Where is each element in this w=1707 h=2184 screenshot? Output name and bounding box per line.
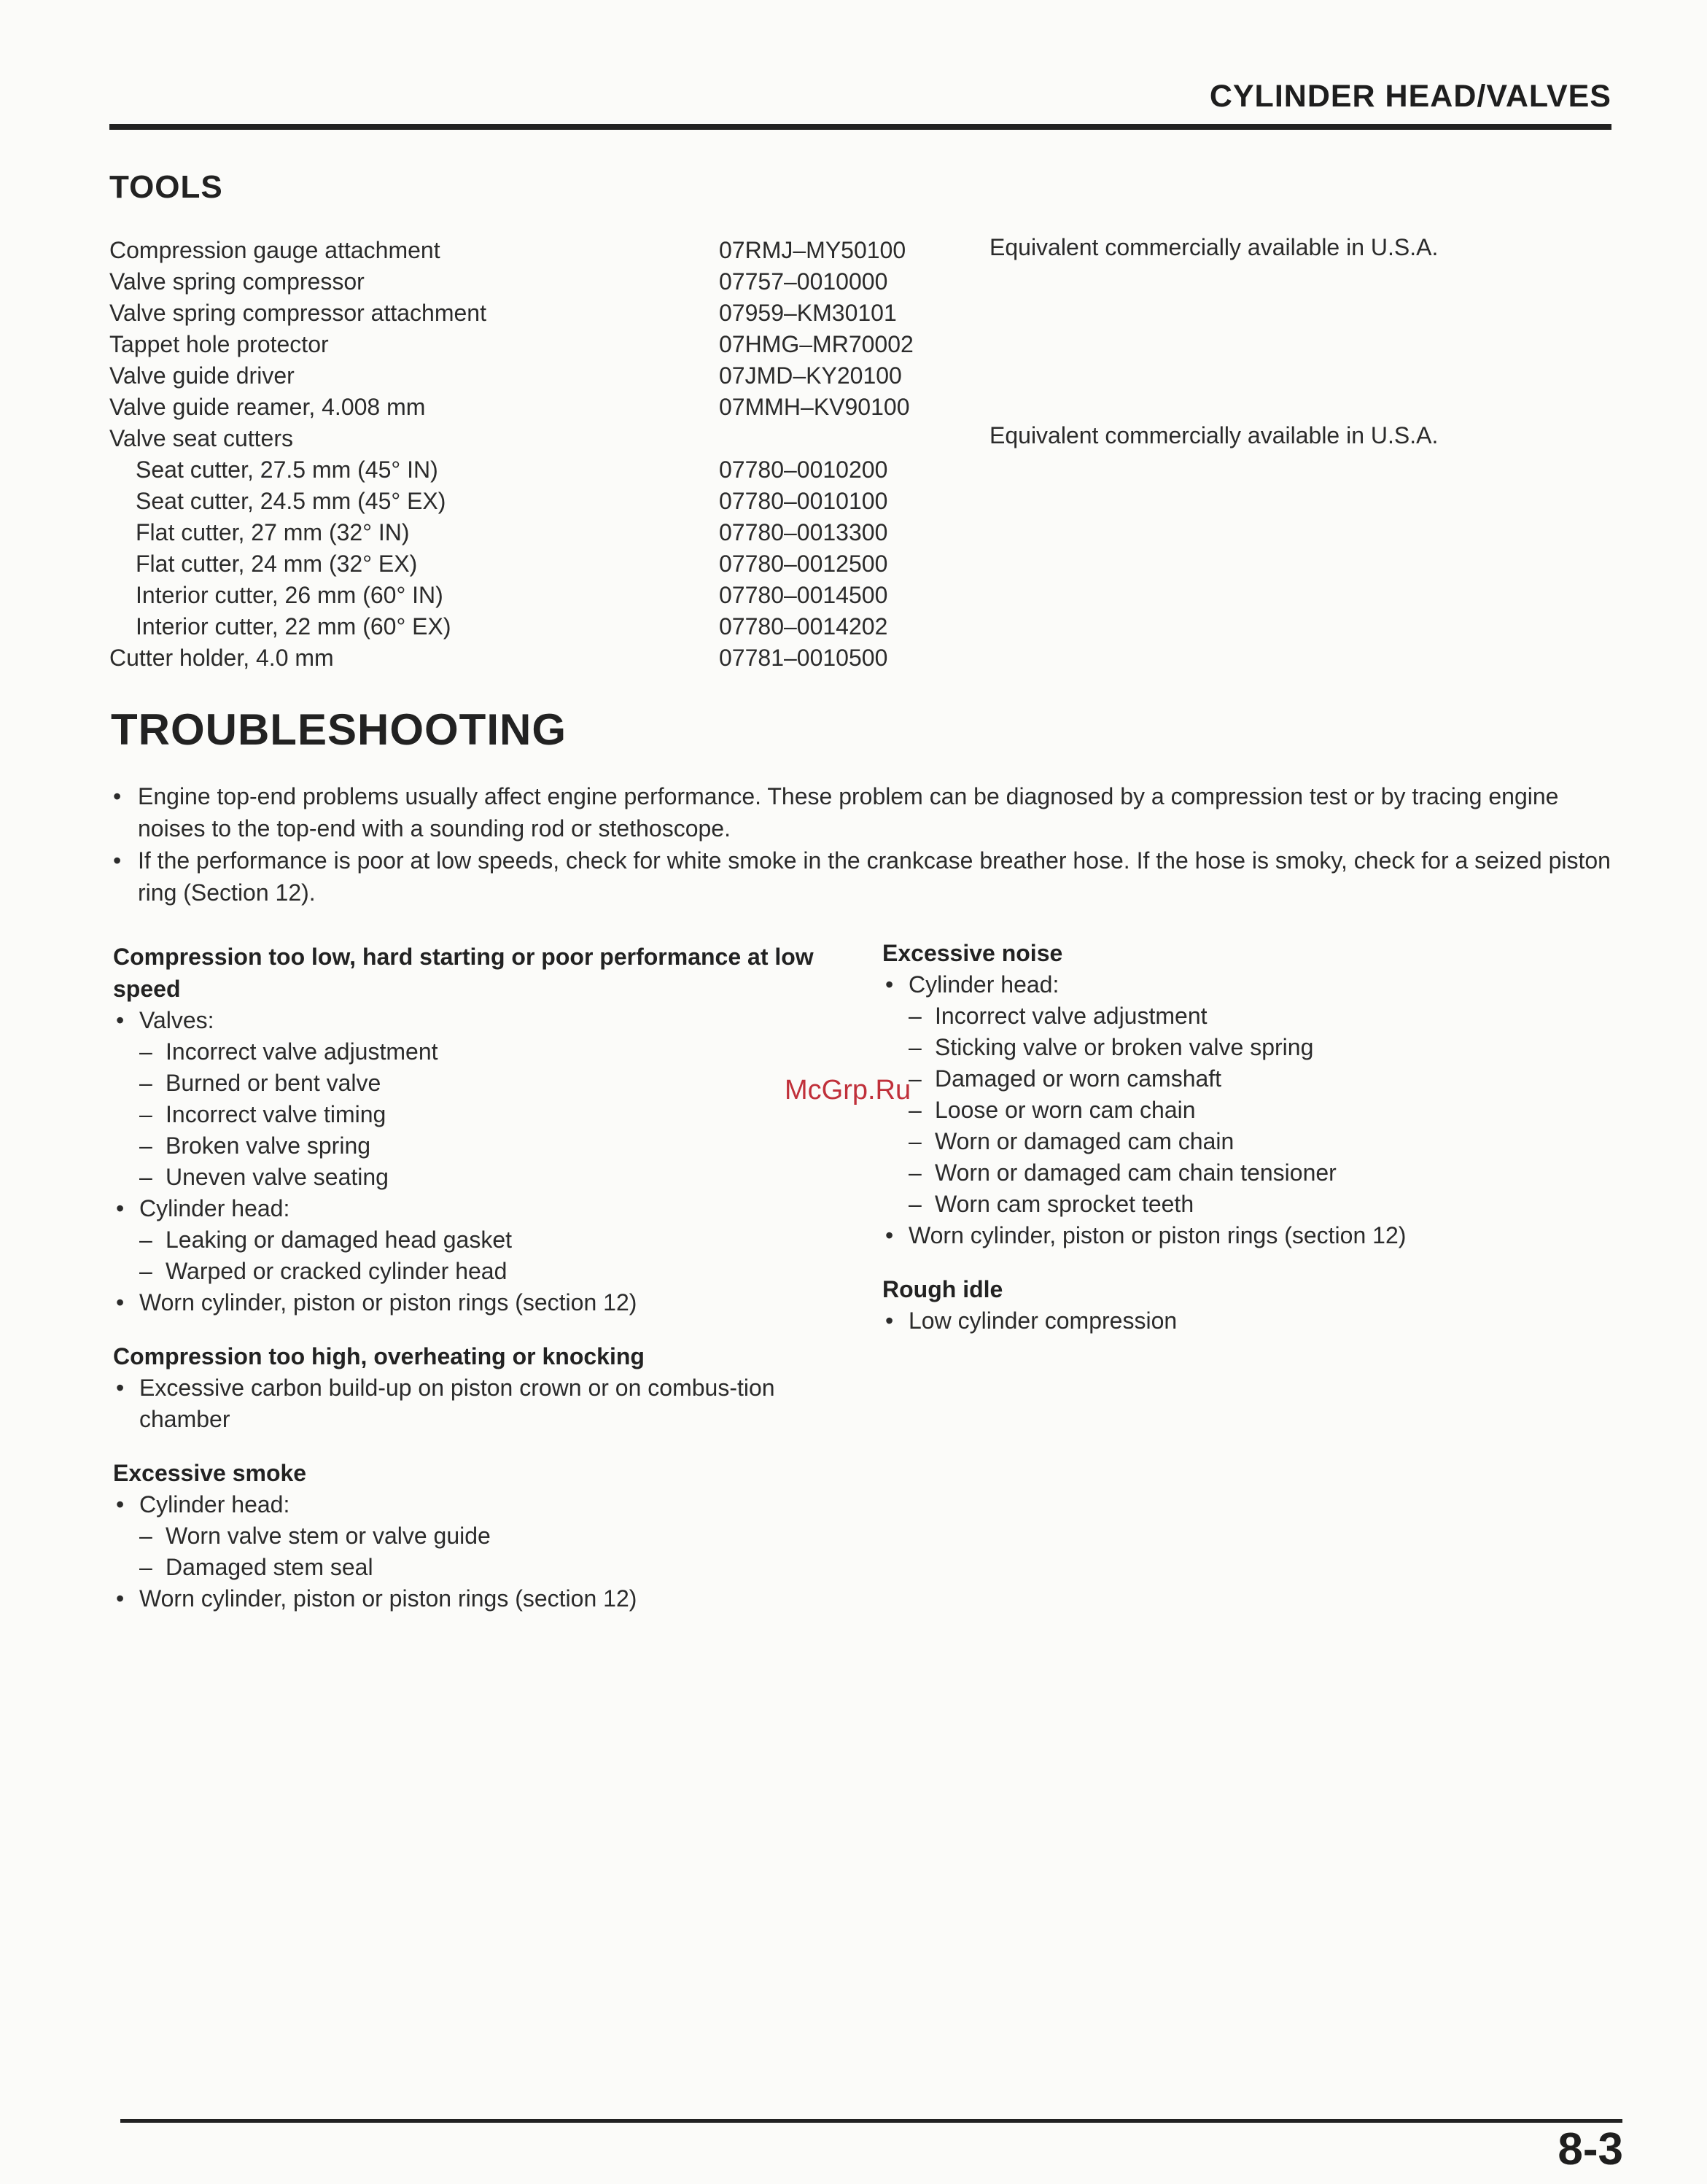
tool-name: Tappet hole protector	[109, 331, 329, 357]
tool-part-number: 07JMD–KY20100	[719, 362, 902, 389]
list-item: • Worn cylinder, piston or piston rings (section 12)	[882, 1220, 1582, 1251]
list-item: – Burned or bent valve	[139, 1068, 857, 1099]
list-item: • Low cylinder compression	[882, 1305, 1582, 1337]
page-number: 8-3	[1558, 2124, 1623, 2175]
section-title: Excessive noise	[882, 940, 1063, 966]
section-title: Compression too low, hard starting or poor performance at low speed	[113, 944, 814, 1002]
footer-rule	[120, 2119, 1622, 2123]
list-item: – Leaking or damaged head gasket	[139, 1224, 857, 1256]
tool-name: Flat cutter, 27 mm (32° IN)	[136, 519, 410, 545]
section-excessive-noise	[882, 937, 1582, 1251]
list-item: – Sticking valve or broken valve spring	[909, 1032, 1582, 1063]
tool-name: Valve guide reamer, 4.008 mm	[109, 394, 426, 420]
tool-row	[109, 392, 1568, 423]
tool-row	[109, 611, 1568, 642]
tool-part-number: 07780–0014500	[719, 582, 888, 608]
tool-part-number: 07780–0013300	[719, 519, 888, 545]
tool-row	[109, 517, 1568, 548]
tool-row	[109, 266, 1568, 298]
tool-note: Equivalent commercially available in U.S.A.	[989, 422, 1439, 448]
tool-name: Seat cutter, 24.5 mm (45° EX)	[136, 488, 446, 514]
list-item	[882, 969, 1582, 1220]
watermark-link[interactable]: McGrp.Ru	[785, 1075, 911, 1105]
tool-part-number: 07780–0014202	[719, 613, 888, 640]
list-item	[113, 1489, 857, 1583]
tool-row	[109, 423, 1568, 454]
tool-name: Valve guide driver	[109, 362, 295, 389]
list-item: – Worn cam sprocket teeth	[909, 1189, 1582, 1220]
tool-name: Valve seat cutters	[109, 425, 293, 451]
tools-table	[109, 235, 1568, 674]
section-excessive-smoke	[113, 1457, 857, 1614]
list-item: – Incorrect valve timing	[139, 1099, 857, 1130]
tool-row	[109, 298, 1568, 329]
list-item-label: Cylinder head:	[139, 1491, 290, 1517]
section-title: Rough idle	[882, 1276, 1003, 1302]
list-item: – Warped or cracked cylinder head	[139, 1256, 857, 1287]
list-item-label: Cylinder head:	[909, 971, 1059, 998]
troubleshooting-intro	[113, 780, 1615, 909]
list-item-label: Cylinder head:	[139, 1195, 290, 1221]
intro-bullet: • Engine top-end problems usually affect engine performance. These problem can be diagnosed by a compression test or by tracing engine noises to the top-end with a sounding rod or stethoscope.	[113, 780, 1615, 844]
list-item: – Loose or worn cam chain	[909, 1095, 1582, 1126]
troubleshooting-left-column	[113, 941, 857, 1636]
tool-part-number: 07780–0010100	[719, 488, 888, 514]
header-rule	[109, 124, 1611, 130]
list-item: – Uneven valve seating	[139, 1162, 857, 1193]
tool-name: Flat cutter, 24 mm (32° EX)	[136, 551, 418, 577]
troubleshooting-heading: TROUBLESHOOTING	[111, 705, 567, 754]
troubleshooting-right-column	[882, 937, 1582, 1359]
tool-name: Compression gauge attachment	[109, 237, 440, 263]
tool-row	[109, 548, 1568, 580]
page-header-title: CYLINDER HEAD/VALVES	[1209, 79, 1611, 114]
tool-row	[109, 580, 1568, 611]
tool-row	[109, 486, 1568, 517]
list-item: • Worn cylinder, piston or piston rings (section 12)	[113, 1287, 857, 1318]
list-item-label: Valves:	[139, 1007, 214, 1033]
section-low-compression	[113, 941, 857, 1318]
section-title: Compression too high, overheating or knocking	[113, 1343, 645, 1369]
tool-part-number: 07HMG–MR70002	[719, 331, 914, 357]
tools-heading: TOOLS	[109, 169, 223, 205]
tool-name: Seat cutter, 27.5 mm (45° IN)	[136, 456, 438, 483]
intro-bullet: • If the performance is poor at low speeds, check for white smoke in the crankcase breather hose. If the hose is smoky, check for a seized piston ring (Section 12).	[113, 844, 1615, 909]
tool-note: Equivalent commercially available in U.S.A.	[989, 234, 1439, 260]
list-item: – Incorrect valve adjustment	[909, 1000, 1582, 1032]
tool-row	[109, 360, 1568, 392]
tool-row	[109, 454, 1568, 486]
list-item: • Worn cylinder, piston or piston rings (section 12)	[113, 1583, 857, 1614]
list-item: – Worn valve stem or valve guide	[139, 1520, 857, 1552]
tool-row	[109, 329, 1568, 360]
tool-part-number: 07RMJ–MY50100	[719, 237, 906, 263]
list-item	[113, 1005, 857, 1193]
list-item: • Excessive carbon build-up on piston crown or on combus-tion chamber	[113, 1372, 857, 1435]
list-item: – Worn or damaged cam chain	[909, 1126, 1582, 1157]
list-item: – Damaged or worn camshaft	[909, 1063, 1582, 1095]
tool-name: Interior cutter, 26 mm (60° IN)	[136, 582, 443, 608]
list-item	[113, 1193, 857, 1287]
tool-part-number: 07959–KM30101	[719, 300, 897, 326]
tool-part-number: 07781–0010500	[719, 645, 888, 671]
tool-part-number: 07757–0010000	[719, 268, 888, 295]
tool-name: Valve spring compressor	[109, 268, 365, 295]
tool-name: Valve spring compressor attachment	[109, 300, 486, 326]
section-title: Excessive smoke	[113, 1460, 307, 1486]
list-item: – Worn or damaged cam chain tensioner	[909, 1157, 1582, 1189]
list-item: – Broken valve spring	[139, 1130, 857, 1162]
list-item: – Damaged stem seal	[139, 1552, 857, 1583]
tool-name: Interior cutter, 22 mm (60° EX)	[136, 613, 451, 640]
tool-part-number: 07780–0010200	[719, 456, 888, 483]
section-high-compression	[113, 1340, 857, 1435]
section-rough-idle	[882, 1273, 1582, 1337]
tool-row	[109, 642, 1568, 674]
list-item: – Incorrect valve adjustment	[139, 1036, 857, 1068]
tool-part-number: 07MMH–KV90100	[719, 394, 910, 420]
tool-row	[109, 235, 1568, 266]
tool-part-number: 07780–0012500	[719, 551, 888, 577]
tool-name: Cutter holder, 4.0 mm	[109, 645, 334, 671]
